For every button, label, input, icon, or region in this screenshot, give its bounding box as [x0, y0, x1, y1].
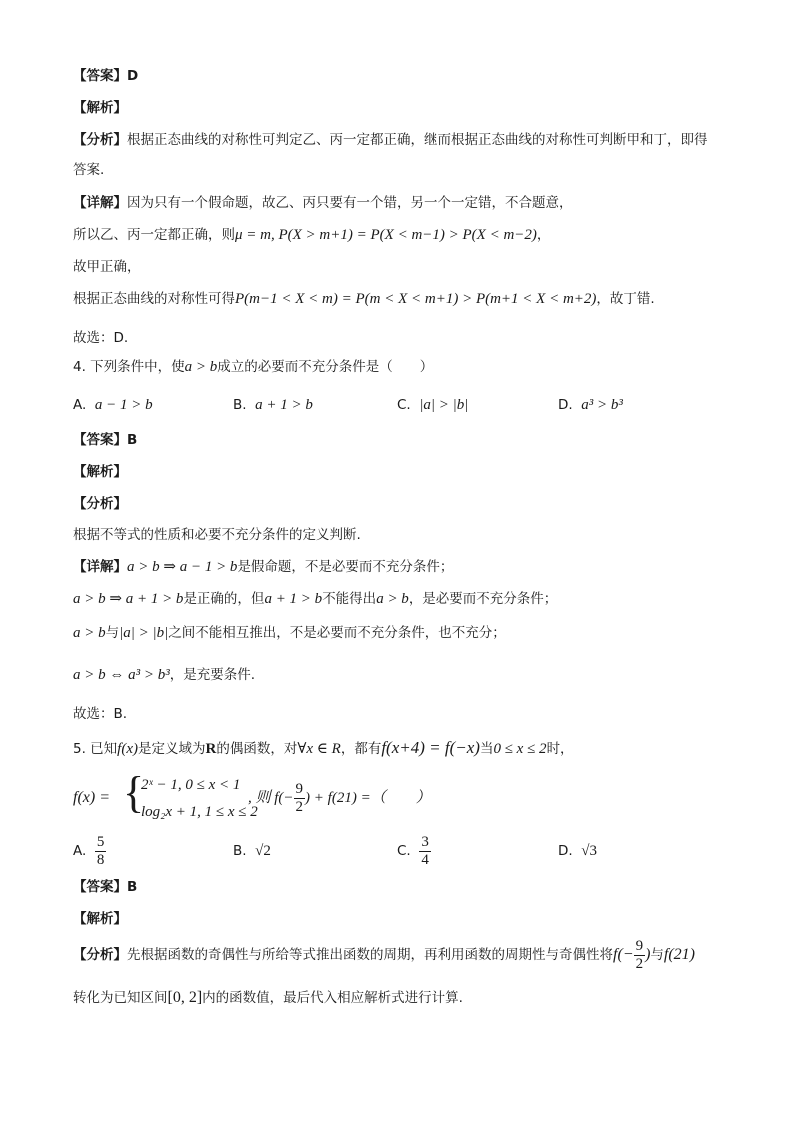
q3-answer: 【答案】D: [73, 68, 139, 84]
q4-detail-text1: 是假命题，不是必要而不充分条件；: [237, 559, 454, 575]
q5-ask: [248, 780, 431, 816]
q4-option-a: [73, 395, 153, 415]
q5-stem-math4: 0 ≤ x ≤ 2: [493, 741, 547, 757]
q4-detail-math2c: a > b: [376, 591, 409, 607]
q4-choose: 故选：B.: [73, 706, 128, 722]
q5-stem-f: 时，: [546, 741, 574, 757]
q4-detail-line4: [73, 665, 255, 685]
q4-detail-text4: ，是充要条件.: [169, 667, 256, 683]
q3-choose: 故选：D.: [73, 330, 129, 346]
q5-option-c-frac: [419, 834, 431, 869]
q5-fenxi-text2b: 内的函数值，最后代入相应解析式进行计算.: [202, 990, 463, 1006]
q4-option-d: [558, 395, 623, 415]
q4-detail-text3a: 与: [105, 625, 120, 641]
q4-option-b: [233, 395, 313, 415]
q5-fenxi-line1: [73, 937, 695, 973]
q3-detail-line1: [73, 193, 573, 213]
q4-option-c-math: |a| > |b|: [419, 397, 469, 413]
q5-stem-b: 是定义域为: [138, 741, 206, 757]
q5-option-a-den: 8: [96, 851, 105, 868]
q4-option-c-label: C.: [397, 397, 411, 413]
q4-option-c: [397, 395, 468, 415]
q4-detail-text2b: 不能得出: [322, 591, 377, 607]
q4-detail-text2a: 是正确的，但: [183, 591, 265, 607]
q3-detail-line2: [73, 225, 550, 245]
q4-detail-text2c: ，是必要而不充分条件；: [408, 591, 558, 607]
q5-fenxi-num: 9: [635, 937, 644, 954]
q5-fenxi-text1b: 与: [650, 947, 664, 963]
q4-detail-math3a: a > b: [73, 625, 106, 641]
q5-brace: {: [123, 768, 145, 817]
q5-fenxi-interval: [0, 2]: [167, 989, 203, 1006]
q5-ask-a: , 则 f(−: [248, 790, 294, 806]
q5-stem-a: 5. 已知: [73, 741, 118, 757]
q5-answer: 【答案】B: [73, 879, 138, 895]
q5-option-a-frac: [95, 834, 107, 869]
q5-option-c-den: 4: [421, 851, 429, 868]
q4-stem-b: 成立的必要而不充分条件是（ ）: [217, 359, 434, 375]
q5-option-d: [558, 841, 597, 861]
q4-stem: [73, 357, 433, 377]
q5-stem-c: 的偶函数，对: [216, 741, 298, 757]
q5-option-c-label: C.: [397, 843, 411, 859]
q5-option-d-label: D.: [558, 843, 573, 859]
q5-stem-R: R: [205, 741, 217, 757]
q4-stem-math: a > b: [184, 359, 218, 375]
q3-fenxi-line2: 答案.: [73, 162, 105, 178]
q3-detail-line3: 故甲正确，: [73, 259, 141, 275]
q5-stem-d: ，都有: [340, 741, 382, 757]
q5-option-c-num: 3: [421, 833, 429, 850]
q5-option-b: [233, 841, 271, 861]
q5-fenxi-math2: ): [645, 946, 651, 963]
q4-option-b-label: B.: [233, 397, 247, 413]
q4-option-d-math: a³ > b³: [581, 397, 623, 413]
q5-analysis-heading: 【解析】: [73, 911, 127, 927]
q5-case1: 2ˣ − 1, 0 ≤ x < 1: [141, 777, 241, 793]
q3-detail-line4: [73, 289, 655, 309]
q3-detail-comma: ，: [536, 227, 551, 243]
q5-option-b-label: B.: [233, 843, 247, 859]
q3-fenxi-line1: [73, 130, 708, 150]
q3-detail-text2: 所以乙、丙一定都正确，则: [73, 227, 235, 243]
q5-ask-frac: [294, 781, 306, 816]
q4-option-d-label: D.: [558, 397, 573, 413]
q3-fenxi-text1: 根据正态曲线的对称性可判定乙、丙一定都正确，继而根据正态曲线的对称性可判断甲和丁，即得: [127, 132, 708, 148]
q4-analysis-heading: 【解析】: [73, 464, 127, 480]
q4-detail-math2a: a > b ⇒ a + 1 > b: [73, 591, 184, 607]
q3-detail-tag: 【详解】: [73, 195, 127, 211]
q4-option-b-math: a + 1 > b: [255, 397, 313, 413]
q5-stem: [73, 738, 574, 759]
q5-option-c: [397, 833, 431, 869]
q4-option-a-label: A.: [73, 397, 87, 413]
q5-fenxi-frac: [634, 938, 646, 973]
q4-stem-a: 4. 下列条件中，使: [73, 359, 185, 375]
q3-detail-text1: 因为只有一个假命题，故乙、丙只要有一个错，另一个一定错，不合题意，: [127, 195, 573, 211]
q3-analysis-heading: 【解析】: [73, 100, 127, 116]
q5-fenxi-line2: [73, 988, 463, 1008]
q5-stem-math1: f(x): [117, 741, 138, 757]
q5-fenxi-math3: f(21): [663, 946, 696, 963]
q5-option-a-num: 5: [96, 833, 105, 850]
q5-fenxi-den: 2: [635, 955, 644, 972]
q4-detail-math1: a > b ⇒ a − 1 > b: [127, 559, 238, 575]
q4-answer: 【答案】B: [73, 432, 138, 448]
q4-detail-line3: [73, 623, 506, 643]
q4-option-a-math: a − 1 > b: [94, 397, 153, 413]
q4-detail-line1: [73, 557, 453, 577]
q5-def-lhs: f(x) =: [73, 789, 110, 806]
q3-fenxi-tag: 【分析】: [73, 132, 127, 148]
q5-stem-e: 当: [479, 741, 494, 757]
q5-option-a: [73, 833, 106, 869]
q5-option-b-math: √2: [255, 843, 271, 859]
q4-fenxi-tag: 【分析】: [73, 496, 127, 512]
q5-option-d-math: √3: [581, 843, 598, 859]
q4-detail-text3b: 之间不能相互推出，不是必要而不充分条件，也不充分；: [168, 625, 506, 641]
q3-formula-2: P(m−1 < X < m) = P(m < X < m+1) > P(m+1 < X < m+2): [235, 291, 597, 307]
q5-fenxi-math1: f(−: [613, 946, 634, 963]
q5-stem-math3: f(x+4) = f(−x): [381, 738, 480, 757]
q3-detail-text4: 根据正态曲线的对称性可得: [73, 291, 235, 307]
q5-case2: log₂x + 1, 1 ≤ x ≤ 2: [141, 804, 258, 820]
q5-ask-den: 2: [295, 799, 304, 816]
q4-fenxi-text: 根据不等式的性质和必要不充分条件的定义判断.: [73, 527, 361, 543]
q5-fenxi-tag: 【分析】: [73, 947, 127, 963]
q5-fenxi-text2a: 转化为已知区间: [73, 990, 168, 1006]
q4-detail-math2b: a + 1 > b: [264, 591, 323, 607]
q5-fenxi-text1: 先根据函数的奇偶性与所给等式推出函数的周期，再利用函数的周期性与奇偶性将: [127, 947, 613, 963]
q3-formula-1: μ = m, P(X > m+1) = P(X < m−1) > P(X < m−2): [235, 227, 537, 243]
q5-stem-math2: ∀x ∈ R: [297, 741, 341, 757]
q4-detail-line2: [73, 589, 557, 609]
q5-ask-b: ) + f(21) =（ ）: [305, 790, 431, 806]
q4-detail-math3b: |a| > |b|: [119, 625, 169, 641]
q3-detail-tail: ，故丁错.: [596, 291, 655, 307]
q4-detail-tag: 【详解】: [73, 559, 127, 575]
q4-detail-math4: a > b ⇔ a³ > b³: [73, 667, 170, 683]
q5-ask-num: 9: [295, 781, 304, 798]
q5-option-a-label: A.: [73, 843, 87, 859]
